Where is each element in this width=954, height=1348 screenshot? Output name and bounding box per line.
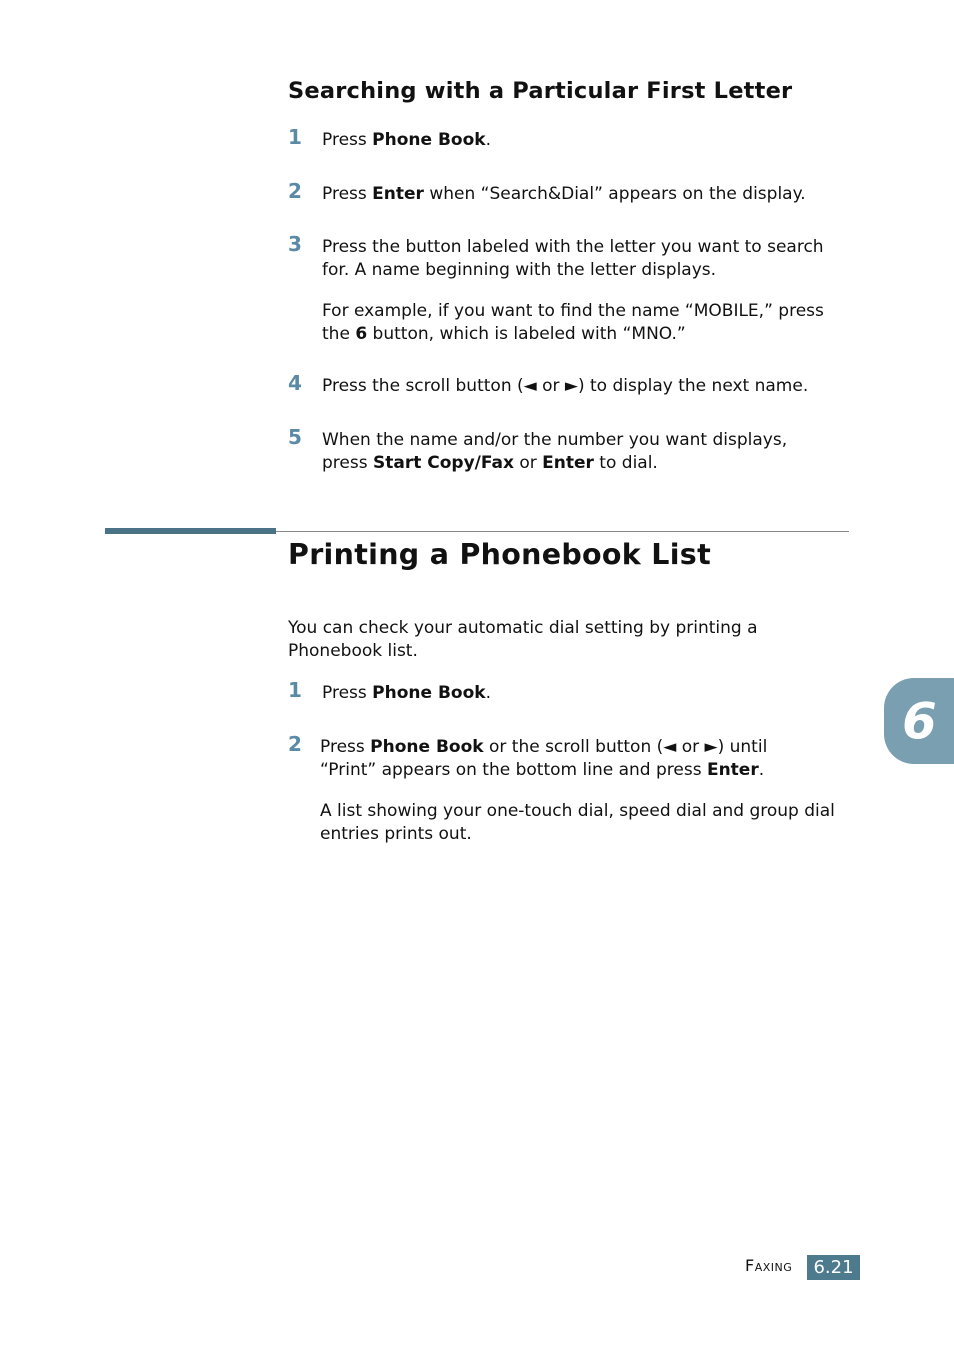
bold-term: Phone Book [372, 683, 486, 703]
text-line [320, 823, 860, 846]
section-title: Printing a Phonebook List [288, 538, 711, 571]
text-run: A list showing your one-touch dial, speed dial and group dial [320, 801, 835, 821]
step-text [322, 375, 862, 398]
step-number: 2 [288, 179, 302, 203]
step-note [320, 800, 860, 846]
text-run: . [485, 683, 491, 703]
text-run: Press the scroll button (◄ or ►) to display the next name. [322, 376, 809, 396]
step-number: 1 [288, 678, 302, 702]
text-run: “Print” appears on the bottom line and press [320, 760, 707, 780]
bold-term: Enter [542, 453, 594, 473]
text-line [320, 736, 860, 759]
step-text [320, 736, 860, 782]
text-line [288, 640, 848, 663]
step-text [322, 129, 862, 152]
step-text [322, 682, 862, 705]
step-number: 5 [288, 425, 302, 449]
subsection-title: Searching with a Particular First Letter [288, 78, 793, 104]
text-line [322, 452, 862, 475]
text-run: entries prints out. [320, 824, 472, 844]
section-rule [276, 531, 849, 532]
text-run: Press [322, 130, 373, 150]
text-line [322, 300, 862, 323]
step-note [322, 300, 862, 346]
text-line [322, 129, 862, 152]
step-text [322, 429, 862, 475]
text-line [322, 236, 862, 259]
section-rule-accent [105, 528, 276, 534]
text-line [320, 800, 860, 823]
step-text [322, 236, 862, 282]
chapter-tab: 6 [884, 678, 954, 764]
text-line [322, 429, 862, 452]
step-number: 4 [288, 371, 302, 395]
text-run: or the scroll button (◄ or ►) until [483, 737, 768, 757]
step-text [322, 183, 862, 206]
step-number: 1 [288, 125, 302, 149]
bold-term: 6 [355, 324, 368, 344]
text-run: Press [322, 184, 373, 204]
text-run: Press [322, 683, 373, 703]
text-run: . [485, 130, 491, 150]
text-line [320, 759, 860, 782]
text-run: the [322, 324, 356, 344]
bold-term: Phone Book [372, 130, 486, 150]
text-line [288, 617, 848, 640]
bold-term: Enter [372, 184, 424, 204]
text-run: . [758, 760, 765, 780]
text-line [322, 323, 862, 346]
step-number: 3 [288, 232, 302, 256]
bold-term: Phone Book [370, 737, 484, 757]
text-run: You can check your automatic dial setting by printing a [288, 618, 758, 638]
text-run: or [513, 453, 543, 473]
bold-term: Start Copy/Fax [372, 453, 514, 473]
text-line [322, 375, 862, 398]
text-run: When the name and/or the number you want displays, [322, 430, 788, 450]
text-run: Press [320, 737, 371, 757]
text-line [322, 259, 862, 282]
text-run: For example, if you want to find the name “MOBILE,” press [322, 301, 824, 321]
bold-term: Enter [706, 760, 759, 780]
footer-chapter-label: Faxing [745, 1256, 793, 1275]
text-run: Press the button labeled with the letter you want to search [322, 237, 824, 257]
text-run: button, which is labeled with “MNO.” [367, 324, 686, 344]
text-line [322, 183, 862, 206]
text-run: for. A name beginning with the letter displays. [322, 260, 717, 280]
text-run: to dial. [593, 453, 658, 473]
text-run: press [322, 453, 373, 473]
intro-paragraph [288, 617, 848, 663]
step-number: 2 [288, 732, 302, 756]
footer-page-number: 6.21 [807, 1255, 860, 1280]
text-run: Phonebook list. [288, 641, 418, 661]
text-line [322, 682, 862, 705]
text-run: when “Search&Dial” appears on the display. [423, 184, 806, 204]
